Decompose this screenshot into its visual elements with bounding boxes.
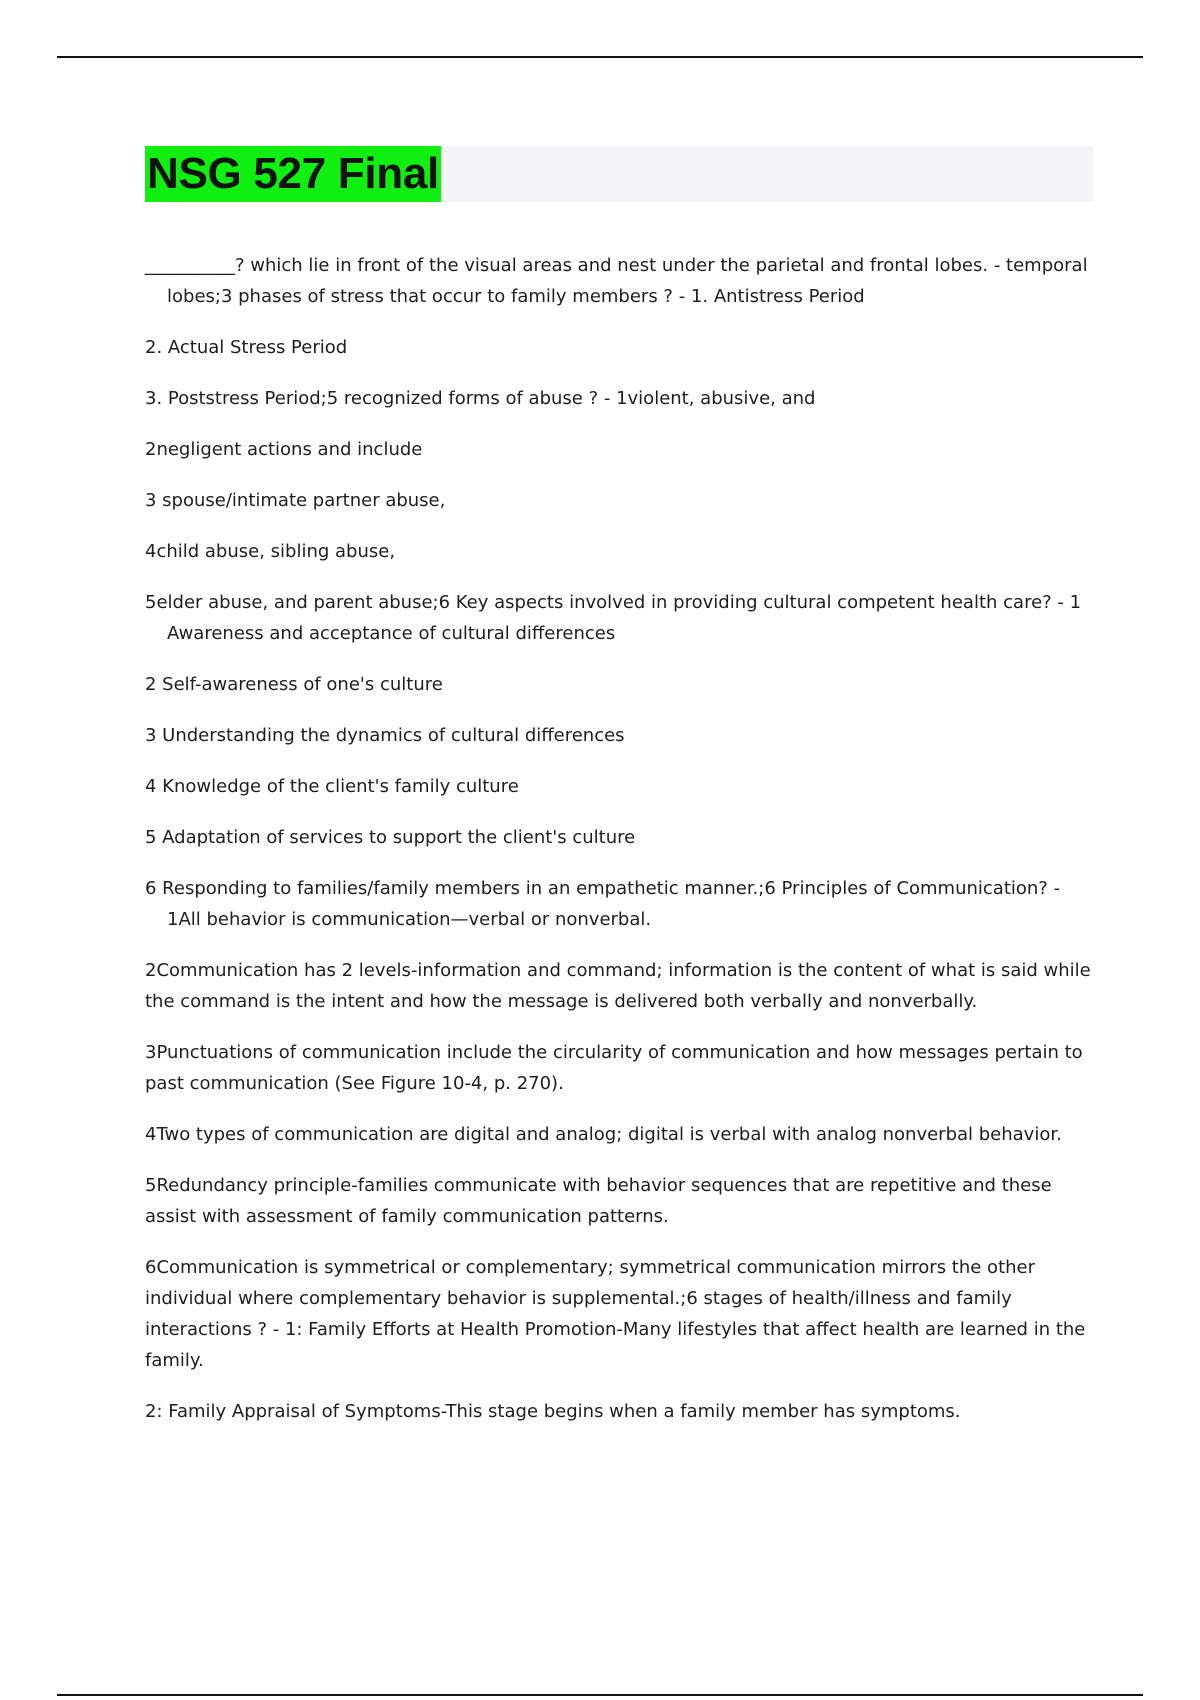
paragraph: 2negligent actions and include (145, 439, 423, 460)
paragraph: 4child abuse, sibling abuse, (145, 541, 396, 562)
paragraph: 3 Understanding the dynamics of cultural differences (145, 725, 625, 746)
paragraph: 2 Self-awareness of one's culture (145, 674, 443, 695)
paragraph: 6 Responding to families/family members in an empathetic manner.;6 Principles of Communication? - 1All behavior is communication—verbal or nonverbal. (145, 878, 1061, 930)
paragraph: 2: Family Appraisal of Symptoms-This stage begins when a family member has symptoms. (145, 1401, 961, 1422)
page-title: NSG 527 Final (145, 146, 441, 202)
paragraph: 3. Poststress Period;5 recognized forms of abuse ? - 1violent, abusive, and (145, 388, 816, 409)
paragraph: 4 Knowledge of the client's family culture (145, 776, 519, 797)
paragraph: 4Two types of communication are digital and analog; digital is verbal with analog nonverbal behavior. (145, 1124, 1062, 1145)
paragraph: 3 spouse/intimate partner abuse, (145, 490, 446, 511)
paragraph: 6Communication is symmetrical or complementary; symmetrical communication mirrors the other individual where complementary behavior is supplemental.;6 stages of health/illness and family interactions ? - 1: Family Efforts at Health Promotion-Many lifestyles that affect health are learned in the family. (145, 1257, 1086, 1371)
document-body (145, 250, 1095, 1447)
paragraph: 5Redundancy principle-families communicate with behavior sequences that are repetitive and these assist with assessment of family communication patterns. (145, 1175, 1052, 1227)
paragraph: __________? which lie in front of the visual areas and nest under the parietal and frontal lobes. - temporal lobes;3 phases of stress that occur to family members ? - 1. Antistress Period (145, 255, 1088, 307)
paragraph: 5 Adaptation of services to support the client's culture (145, 827, 636, 848)
paragraph: 3Punctuations of communication include the circularity of communication and how messages pertain to past communication (See Figure 10-4, p. 270). (145, 1042, 1083, 1094)
paragraph: 2. Actual Stress Period (145, 337, 348, 358)
paragraph: 5elder abuse, and parent abuse;6 Key aspects involved in providing cultural competent health care? - 1 Awareness and acceptance of cultural differences (145, 592, 1082, 644)
paragraph: 2Communication has 2 levels-information and command; information is the content of what is said while the command is the intent and how the message is delivered both verbally and nonverbally. (145, 960, 1091, 1012)
bottom-rule (57, 1694, 1143, 1696)
top-rule (57, 56, 1143, 58)
